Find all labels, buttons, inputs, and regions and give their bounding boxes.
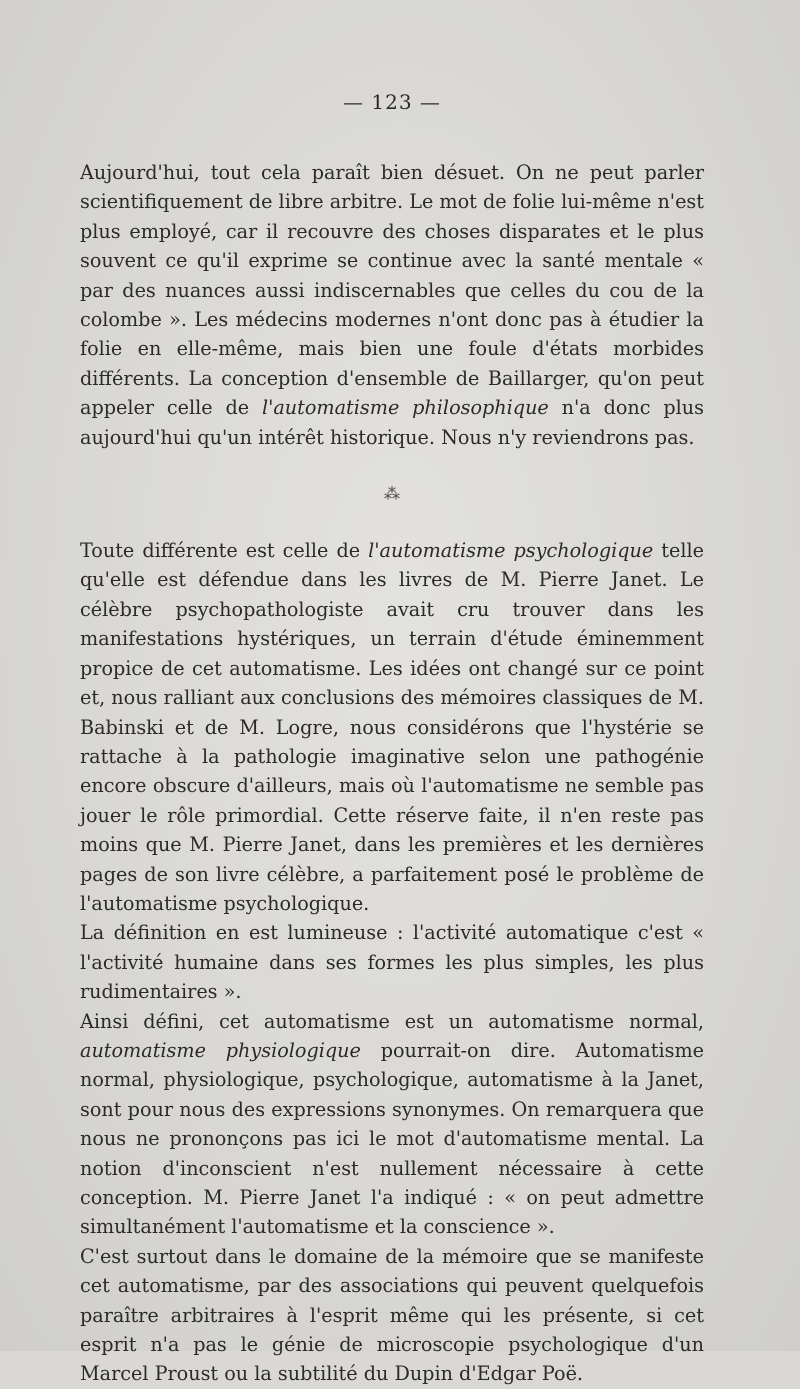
paragraph-2-text: telle qu'elle est défendue dans les livres de M. Pierre Janet. Le célèbre psychopathologiste avait cru trouver dans les manifestations hystériques, un terrain d'étude éminemment propice de cet automatisme. Les idées ont changé sur ce point et, nous ralliant aux conclusions des mémoires classiques de M. Babinski et de M. Logre, nous considérons que l'hystérie se rattache à la pathologie imaginative selon une pathogénie encore obscure d'ailleurs, mais où l'automatisme ne semble pas jouer le rôle primordial. Cette réserve faite, il n'en reste pas moins que M. Pierre Janet, dans les premières et les dernières pages de son livre célèbre, a parfaitement posé le problème de l'automatisme psychologique. — [80, 539, 704, 915]
paragraph-1-text: Aujourd'hui, tout cela paraît bien désuet. On ne peut parler scientifiquement de libre arbitre. Le mot de folie lui-même n'est plus employé, car il recouvre des choses disparates et le plus souvent ce qu'il exprime se continue avec la santé mentale « par des nuances aussi indiscernables que celles du cou de la colombe ». Les médecins modernes n'ont donc pas à étudier la folie en elle-même, mais bien une foule d'états morbides différents. La conception d'ensemble de Baillarger, qu'on peut appeler celle de — [80, 161, 704, 420]
paragraph-4-italic: automatisme physiologique — [80, 1038, 361, 1062]
paragraph-3-text: La définition en est lumineuse : l'activité automatique c'est « l'activité humaine dans ses formes les plus simples, les plus rudimentaires ». — [80, 921, 704, 1004]
paragraph-1-tail: n'a donc plus aujourd'hui qu'un intérêt historique. Nous n'y reviendrons pas. — [80, 396, 704, 449]
page-number: — 123 — — [343, 90, 441, 114]
paragraph-4 — [80, 1007, 704, 1242]
paragraph-4-text: pourrait-on dire. Automatisme normal, physiologique, psychologique, automatisme à la Janet, sont pour nous des expressions synonymes. On remarquera que nous ne prononçons pas ici le mot d'automatisme mental. La notion d'inconscient n'est nullement nécessaire à cette conception. M. Pierre Janet l'a indiqué : « on peut admettre simultanément l'automatisme et la conscience ». — [80, 1038, 704, 1239]
paragraph-3 — [80, 918, 704, 1006]
paragraph-1-italic: l'automatisme philosophique — [261, 396, 549, 420]
paragraph-5 — [80, 1242, 704, 1389]
paragraph-1 — [80, 158, 704, 452]
paragraph-5-text: C'est surtout dans le domaine de la mémoire que se manifeste cet automatisme, par des associations qui peuvent quelquefois paraître arbitraires à l'esprit même qui les présente, si cet esprit n'a pas le génie de microscopie psychologique d'un Marcel Proust ou la subtilité du Dupin d'Edgar Poë. — [80, 1244, 704, 1386]
paragraph-2 — [80, 536, 704, 918]
section-separator — [80, 462, 704, 524]
asterism-icon: ⁂ — [384, 483, 400, 503]
paragraph-2-lead: Toute différente est celle de — [80, 539, 369, 563]
paragraph-2-italic: l'automatisme psychologique — [368, 539, 654, 563]
paragraph-4-lead: Ainsi défini, cet automatisme est un automatisme normal, — [80, 1009, 704, 1033]
